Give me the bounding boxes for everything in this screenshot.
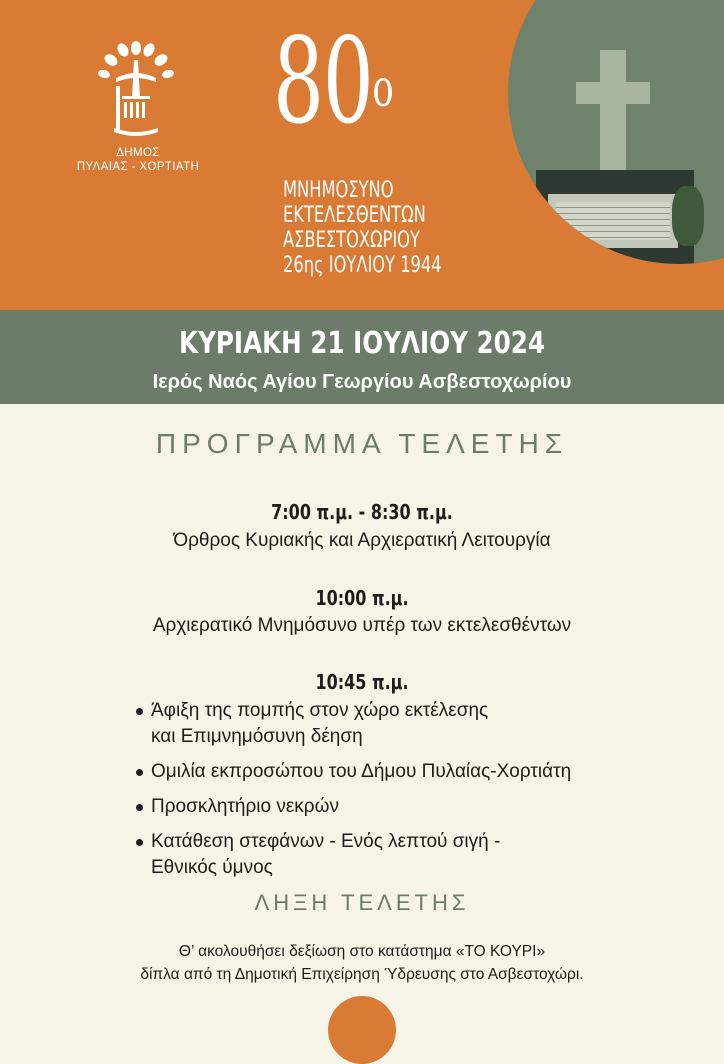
program-title: ΠΡΟΓΡΑΜΜΑ ΤΕΛΕΤΗΣ [155, 428, 569, 459]
date-band [0, 310, 724, 404]
anniversary-digits: 80 [273, 12, 373, 150]
event-time: 7:00 π.μ. - 8:30 π.μ. [271, 500, 453, 524]
event-date: ΚΥΡΙΑΚΗ 21 ΙΟΥΛΙΟΥ 2024 [179, 326, 545, 361]
event-description: Όρθρος Κυριακής και Αρχιερατική Λειτουργία [173, 530, 551, 551]
anniversary-ordinal: ο [372, 59, 393, 119]
memorial-line: ΕΚΤΕΛΕΣΘΕΝΤΩΝ [283, 203, 426, 228]
memorial-line: 26ης ΙΟΥΛΙΟΥ 1944 [283, 253, 442, 278]
memorial-title [283, 178, 497, 278]
memorial-line: ΜΝΗΜΟΣΥΝΟ [283, 178, 394, 203]
ceremony-end-title: ΛΗΞΗ ΤΕΛΕΤΗΣ [254, 890, 470, 915]
anniversary-number [273, 12, 393, 150]
footer-line: Θ’ ακολουθήσει δεξίωση στο κατάστημα «ΤΟ ΚΟΥΡΙ» [178, 943, 546, 960]
memorial-photo [508, 0, 724, 264]
cross-arm-shape [576, 82, 650, 104]
municipality-name-line2: ΠΥΛΑΙΑΣ - ΧΟΡΤΙΑΤΗ [76, 161, 200, 173]
list-item [133, 794, 633, 820]
list-item-line: Ομιλία εκπροσώπου του Δήμου Πυλαίας-Χορτιάτη [151, 761, 572, 782]
municipality-name [50, 146, 226, 174]
decorative-circle [328, 996, 396, 1064]
list-item [133, 698, 633, 750]
cross-shape [600, 50, 626, 170]
municipality-name-line1: ΔΗΜΟΣ [116, 147, 160, 159]
list-item [133, 759, 633, 785]
list-item-line: Κατάθεση στεφάνων - Ενός λεπτού σιγή - [151, 831, 501, 852]
wreath-shape [672, 186, 704, 246]
memorial-line: ΑΣΒΕΣΤΟΧΩΡΙΟΥ [283, 228, 420, 253]
event-place: Ιερός Ναός Αγίου Γεωργίου Ασβεστοχωρίου [152, 371, 572, 393]
list-item-line: Εθνικός ύμνος [151, 857, 273, 878]
header-banner [0, 0, 724, 310]
program-bullet-list [133, 698, 633, 890]
event-time: 10:45 π.μ. [315, 670, 409, 694]
list-item-line: και Επιμνημόσυνη δέηση [151, 726, 363, 747]
event-time: 10:00 π.μ. [315, 586, 409, 610]
plaque-inscription [556, 202, 670, 240]
list-item-line: Άφιξη της πομπής στον χώρο εκτέλεσης [151, 700, 489, 721]
list-item [133, 829, 633, 881]
footer-line: δίπλα από τη Δημοτική Επιχείρηση Ύδρευσης στο Ασβεστοχώρι. [140, 966, 584, 983]
footer-note [0, 940, 724, 986]
list-item-line: Προσκλητήριο νεκρών [151, 796, 339, 817]
event-description: Αρχιερατικό Μνημόσυνο υπέρ των εκτελεσθέντων [152, 615, 572, 636]
municipality-logo-icon [96, 38, 176, 138]
